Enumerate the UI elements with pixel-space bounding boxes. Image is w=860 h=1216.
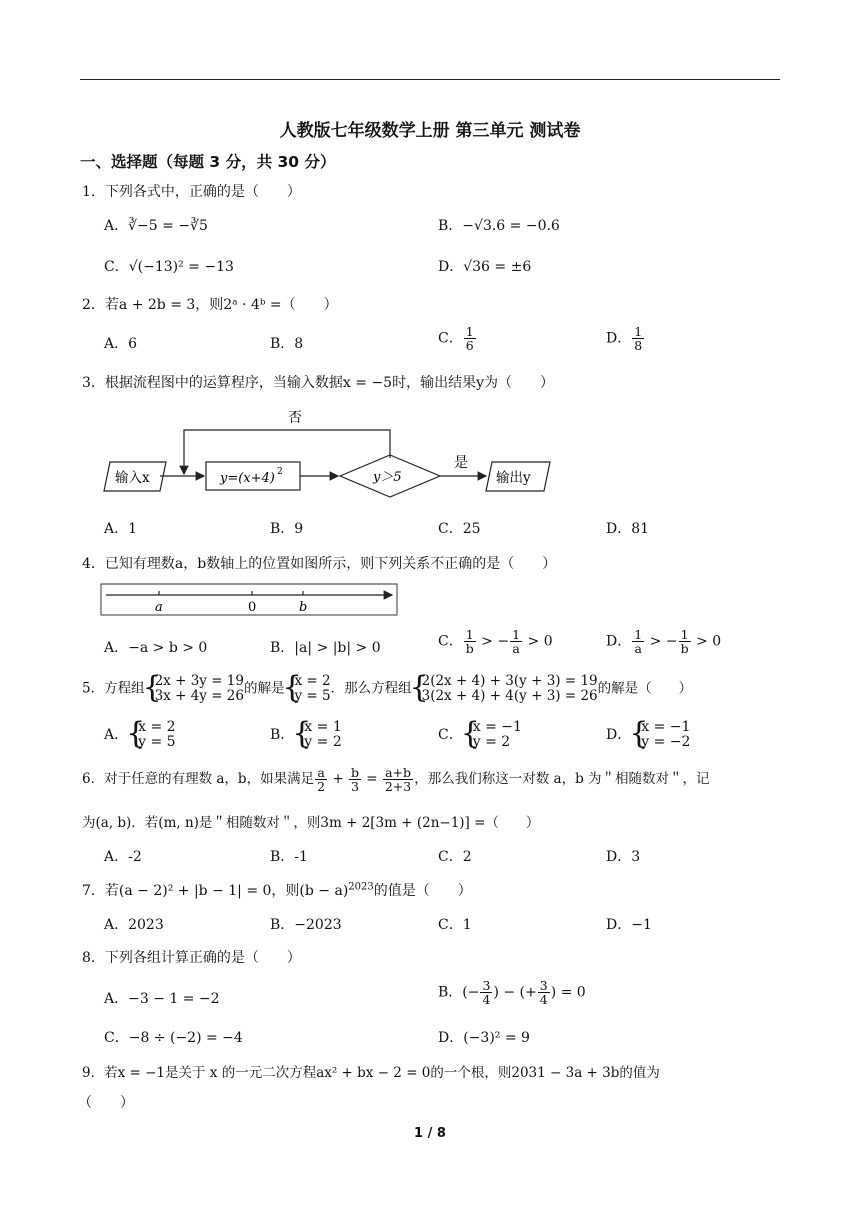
- q4-option-a: A．−a > b > 0: [104, 640, 208, 656]
- q5-option-a: A． { x = 2 y = 5: [104, 720, 176, 750]
- q1-option-c: C．√(−13)² = −13: [104, 259, 234, 275]
- question-8-stem: 8．下列各组计算正确的是（ ）: [82, 950, 301, 966]
- q7-option-d: D．−1: [606, 917, 652, 933]
- q2-option-b: B．8: [270, 336, 304, 352]
- doc-title: 人教版七年级数学上册 第三单元 测试卷: [279, 121, 581, 141]
- q7-option-c: C．1: [438, 917, 472, 933]
- question-1-stem: 1．下列各式中，正确的是（ ）: [82, 184, 301, 200]
- question-6-line-1: 6．对于任意的有理数 a，b，如果满足 $\frac{a}{2}$ + $\frac{b}{3}$ = $\frac{a+b}{2+3}$ ，那么我们称这一对数 a，b 为＂相随数对＂，记: [82, 765, 710, 794]
- q8-option-a: A．−3 − 1 = −2: [104, 991, 220, 1007]
- q2-option-a: A．6: [104, 336, 138, 352]
- q6-option-c: C．2: [438, 849, 472, 865]
- q5-option-c: C． { x = −1 y = 2: [438, 720, 522, 750]
- question-9-stem: 9．若x = −1是关于 x 的一元二次方程ax² + bx − 2 = 0的一个根，则2031 − 3a + 3b的值为: [82, 1065, 660, 1081]
- q8-option-c: C．−8 ÷ (−2) = −4: [104, 1030, 243, 1046]
- q5-system-3: { 2(2x + 4) + 3(y + 3) = 19 3(2x + 4) + 4(y + 3) = 26: [412, 674, 598, 704]
- label-0: 0: [248, 600, 257, 615]
- number-line-figure: [100, 582, 400, 618]
- label-a: a: [155, 600, 163, 615]
- q4-option-b: B．|a| > |b| > 0: [270, 640, 381, 656]
- page-number: 1 / 8: [414, 1126, 446, 1141]
- flow-formula-exponent: 2: [277, 467, 283, 477]
- q6-option-b: B．-1: [270, 849, 308, 865]
- question-5-stem: 5．方程组 { 2x + 3y = 19 3x + 4y = 26 的解是 { x = 2 y = 5 ．那么方程组 { 2(2x + 4) + 3(y + 3) = 19 3(2x + 4) + 4(y + 3) = 26 的解是（ ）: [82, 674, 692, 704]
- section-heading: 一、选择题（每题 3 分，共 30 分）: [80, 153, 336, 171]
- q1-option-d: D．√36 = ±6: [438, 259, 532, 275]
- q3-option-d: D．81: [606, 521, 650, 537]
- q2-option-c: C． $\frac{1}{6}$: [438, 324, 474, 353]
- q3-option-b: B．9: [270, 521, 304, 537]
- header-rule: [80, 79, 780, 80]
- q6-option-d: D．3: [606, 849, 641, 865]
- question-6-line-2: 为(a, b)．若(m, n)是＂相随数对＂，则3m + 2[3m + (2n−1)] =（ ）: [82, 815, 540, 831]
- q7-option-a: A．2023: [104, 917, 164, 933]
- q1-option-a: A．∛−5 = −∛5: [104, 218, 208, 234]
- flow-output-label: 输出y: [496, 470, 531, 486]
- flow-condition: y＞5: [373, 470, 402, 485]
- q7-option-b: B．−2023: [270, 917, 342, 933]
- q5-option-d: D． { x = −1 y = −2: [606, 720, 690, 750]
- q5-system-2: { x = 2 y = 5: [284, 674, 330, 704]
- q6-option-a: A．-2: [104, 849, 142, 865]
- flowchart: [100, 400, 560, 500]
- q4-option-c: C． $\frac{1}{b}$ > − $\frac{1}{a}$ > 0: [438, 627, 553, 656]
- q5-option-b: B． { x = 1 y = 2: [270, 720, 342, 750]
- flow-no-label: 否: [288, 410, 302, 426]
- q5-system-1: { 2x + 3y = 19 3x + 4y = 26: [145, 674, 244, 704]
- q3-option-a: A．1: [104, 521, 138, 537]
- flow-input-label: 输入x: [115, 470, 150, 486]
- q1-option-b: B．−√3.6 = −0.6: [438, 218, 560, 234]
- q4-option-d: D． $\frac{1}{a}$ > − $\frac{1}{b}$ > 0: [606, 627, 722, 656]
- q8-option-d: D．(−3)² = 9: [438, 1030, 530, 1046]
- question-4-stem: 4．已知有理数a，b数轴上的位置如图所示，则下列关系不正确的是（ ）: [82, 556, 557, 572]
- question-9-paren: （ ）: [78, 1095, 134, 1111]
- question-3-stem: 3．根据流程图中的运算程序，当输入数据x = −5时，输出结果y为（ ）: [82, 375, 554, 391]
- flow-yes-label: 是: [454, 455, 468, 471]
- q3-option-c: C．25: [438, 521, 481, 537]
- flow-formula: y=(x+4): [220, 471, 275, 486]
- q2-option-d: D． $\frac{1}{8}$: [606, 324, 643, 353]
- label-b: b: [299, 600, 308, 615]
- question-7-stem: 7．若(a − 2)² + |b − 1| = 0，则$(b - a)^{2023}$的值是（ ）: [82, 881, 472, 899]
- q8-option-b: B．(− $\frac{3}{4}$ ) − (+ $\frac{3}{4}$ ) = 0: [438, 978, 586, 1007]
- question-2-stem: 2．若a + 2b = 3，则2ᵃ · 4ᵇ =（ ）: [82, 297, 338, 313]
